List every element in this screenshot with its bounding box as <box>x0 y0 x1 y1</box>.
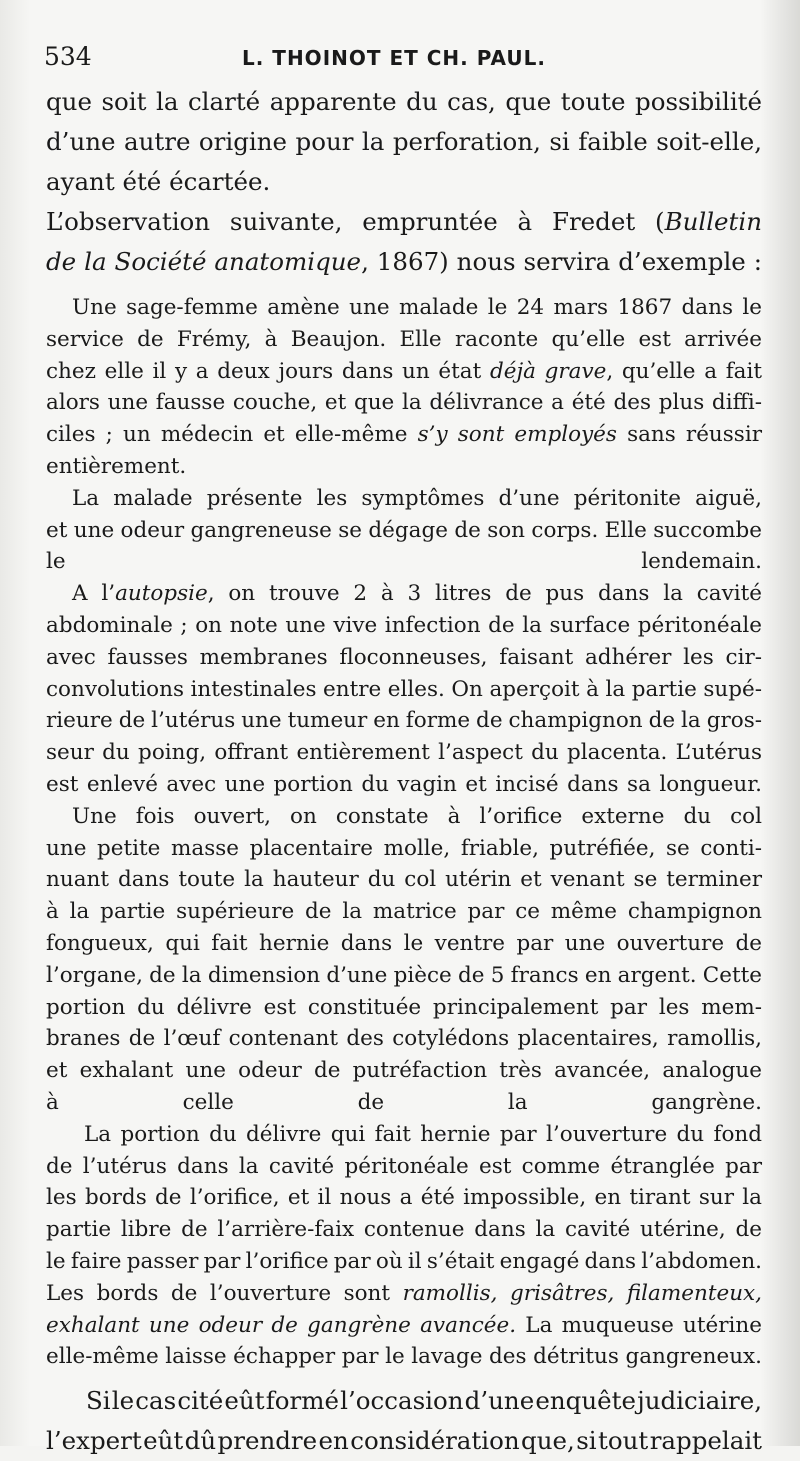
text-line: fongueux, qui fait hernie dans le ventre par une ouverture de <box>46 930 762 956</box>
text-fragment: chez elle il y a deux jours dans un état <box>46 358 490 384</box>
quote-paragraph-1 <box>46 292 762 483</box>
italic-text: ramollis, grisâtres, filamenteux, <box>402 1280 763 1306</box>
quoted-observation <box>46 292 762 1373</box>
text-line: à celle de la gangrène. <box>46 1089 762 1115</box>
text-line: service de Frémy, à Beaujon. Elle raconte qu’elle est arrivée <box>46 326 762 352</box>
paragraph-2 <box>46 202 762 282</box>
text-line <box>46 578 762 610</box>
text-line: l’organe, de la dimension d’une pièce de 5 francs en argent. Cette <box>46 962 762 988</box>
text-line: portion du délivre est constituée principalement par les mem- <box>46 994 762 1020</box>
text-line: une petite masse placentaire molle, friable, putréfiée, se conti- <box>46 835 762 861</box>
text-line: les bords de l’orifice, et il nous a été impossible, en tirant sur la <box>46 1185 762 1211</box>
text-line: La malade présente les symptômes d’une péritonite aiguë, <box>72 485 762 511</box>
text-line: seur du poing, offrant entièrement l’aspect du placenta. L’utérus <box>46 740 762 766</box>
text-line: nuant dans toute la hauteur du col utérin et venant se terminer <box>46 867 762 893</box>
text-line: La portion du délivre qui fait hernie par l’ouverture du fond <box>84 1121 762 1147</box>
text-line: partie libre de l’arrière-faix contenue dans la cavité utérine, de <box>46 1217 762 1243</box>
text-line: avec fausses membranes floconneuses, faisant adhérer les cir- <box>46 644 762 670</box>
text-line: Si le cas cité eût formé l’occasion d’une enquête judiciaire, <box>86 1386 763 1416</box>
text-line: Une sage-femme amène une malade le 24 mars 1867 dans le <box>72 295 762 320</box>
text-line <box>46 242 762 282</box>
text-line: le faire passer par l’orifice par où il s’était engagé dans l’abdomen. <box>46 1248 762 1274</box>
text-line: le lendemain. <box>46 549 762 575</box>
italic-title: de la Société anatomique <box>46 247 362 276</box>
text-line: d’une autre origine pour la perforation, si faible soit-elle, <box>46 127 762 156</box>
text-line <box>46 1310 762 1342</box>
page-header <box>44 40 760 76</box>
text-line <box>46 202 762 242</box>
quote-paragraph-5 <box>46 1119 762 1373</box>
italic-title: Bulletin <box>664 207 762 236</box>
text-line: abdominale ; on note une vive infection de la surface péritonéale <box>46 612 762 638</box>
text-line: que soit la clarté apparente du cas, que toute possibilité <box>46 87 762 116</box>
quote-paragraph-3 <box>46 578 762 801</box>
text-line: à la partie supérieure de la matrice par ce même champignon <box>46 899 762 925</box>
text-line: et une odeur gangreneuse se dégage de son corps. Elle succombe <box>46 517 763 543</box>
italic-text: déjà grave <box>489 358 607 384</box>
quote-paragraph-2 <box>46 483 762 578</box>
text-line: l’expert eût dû prendre en considération que, si tout rappelait <box>46 1426 763 1456</box>
italic-text: s’y sont employés <box>417 422 617 448</box>
text-line <box>46 356 762 388</box>
text-line: Une fois ouvert, on constate à l’orifice externe du col <box>72 803 762 829</box>
page-body <box>46 82 762 1461</box>
text-fragment: , 1867) nous servira d’exemple : <box>361 247 762 276</box>
text-line: rieure de l’utérus une tumeur en forme de champignon de la gros- <box>46 708 762 734</box>
italic-text: autopsie <box>115 581 208 607</box>
paragraph-1 <box>46 82 762 202</box>
text-fragment: A l’ <box>72 581 116 607</box>
text-line <box>46 419 762 451</box>
text-fragment: L’observation suivante, empruntée à Fredet ( <box>46 207 665 236</box>
text-fragment: sans réussir <box>616 422 762 448</box>
text-fragment: Les bords de l’ouverture sont <box>46 1280 403 1306</box>
page-number: 534 <box>44 42 92 71</box>
italic-text: exhalant une odeur de gangrène avancée. <box>46 1312 517 1338</box>
paragraph-3 <box>46 1381 762 1461</box>
text-fragment: , qu’elle a fait <box>606 358 762 384</box>
text-line <box>46 1278 762 1310</box>
text-line: de l’utérus dans la cavité péritonéale est comme étranglée par <box>46 1153 762 1179</box>
running-head: L. THOINOT ET CH. PAUL. <box>242 46 546 70</box>
text-line: convolutions intestinales entre elles. On aperçoit à la partie supé- <box>46 676 762 702</box>
text-line: ayant été écartée. <box>46 167 271 196</box>
text-line: elle-même laisse échapper par le lavage des détritus gangreneux. <box>46 1344 763 1370</box>
text-fragment: La muqueuse utérine <box>516 1312 762 1338</box>
text-line: entièrement. <box>46 453 187 479</box>
text-fragment: , on trouve 2 à 3 litres de pus dans la cavité <box>207 581 763 607</box>
text-line: est enlevé avec une portion du vagin et incisé dans sa longueur. <box>46 771 762 797</box>
text-line: branes de l’œuf contenant des cotylédons placentaires, ramollis, <box>46 1026 762 1052</box>
text-fragment: ciles ; un médecin et elle-même <box>46 422 418 448</box>
quote-paragraph-4 <box>46 801 762 1119</box>
text-line: et exhalant une odeur de putréfaction très avancée, analogue <box>46 1058 762 1084</box>
text-line: alors une fausse couche, et que la délivrance a été des plus diffi- <box>46 390 762 416</box>
